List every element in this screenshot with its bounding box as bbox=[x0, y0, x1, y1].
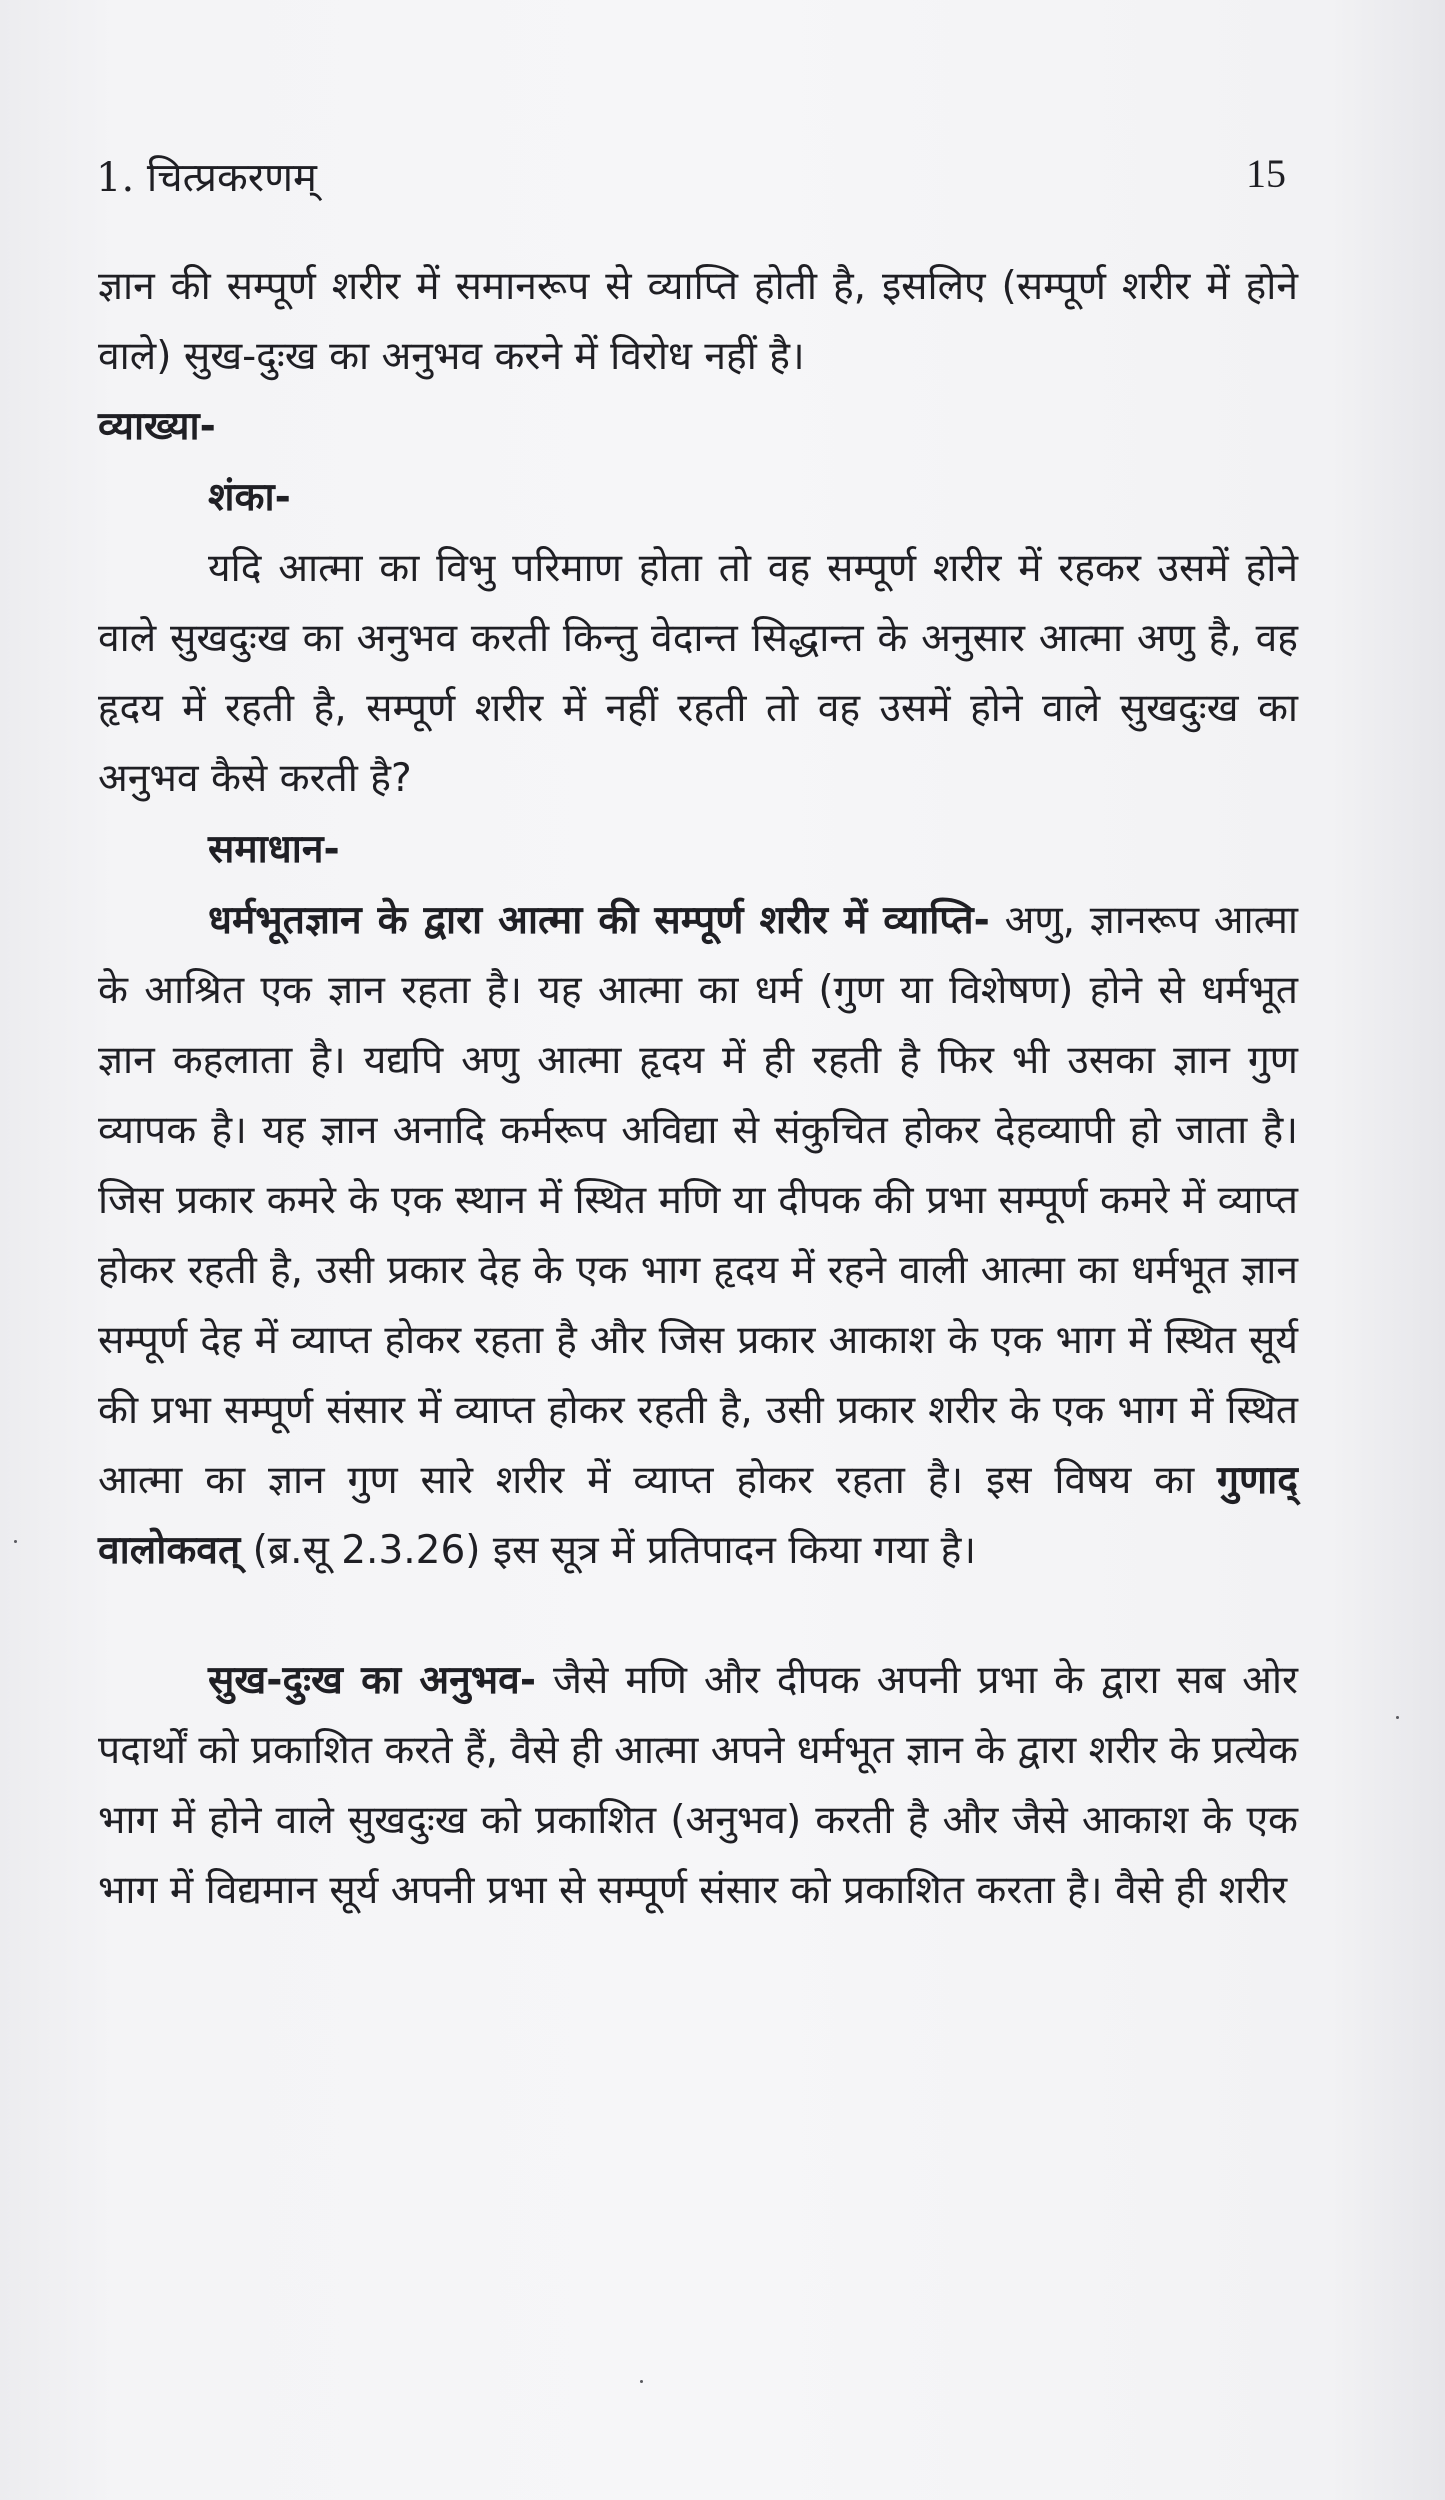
sukhdukh-lead: सुख-दुःख का अनुभव- bbox=[208, 1658, 537, 1703]
shanka-paragraph: यदि आत्मा का विभु परिमाण होता तो वह सम्पूर्ण शरीर में रहकर उसमें होने वाले सुखदुःख का अनुभव करती किन्तु वेदान्त सिद्धान्त के अनुसार आत्मा अणु है, वह हृदय में रहती है, सम्पूर्ण शरीर में नहीं रहती तो वह उसमें होने वाले सुखदुःख का अनुभव कैसे करती है? bbox=[98, 546, 1298, 801]
sutra-reference: (ब्र.सू 2.3.26) इस सूत्र में प्रतिपादन किया गया है। bbox=[240, 1528, 977, 1573]
sutra-name: गुणाद् वालोकवत् bbox=[98, 1458, 1298, 1573]
page-body bbox=[98, 252, 1298, 1926]
chapter-title: 1. चित्प्रकरणम् bbox=[96, 155, 317, 201]
samadhan-heading: समाधान- bbox=[208, 827, 340, 872]
sukhdukh-text: जैसे मणि और दीपक अपनी प्रभा के द्वारा सब ओर पदार्थों को प्रकाशित करते हैं, वैसे ही आत्मा अपने धर्मभूत ज्ञान के द्वारा शरीर के प्रत्येक भाग में होने वाले सुखदुःख को प्रकाशित (अनुभव) करती है और जैसे आकाश के एक भाग में विद्यमान सूर्य अपनी प्रभा से सम्पूर्ण संसार को प्रकाशित करता है। वैसे ही शरीर bbox=[98, 1658, 1298, 1913]
samadhan-text: अणु, ज्ञानरूप आत्मा के आश्रित एक ज्ञान रहता है। यह आत्मा का धर्म (गुण या विशेषण) होने से धर्मभूत ज्ञान कहलाता है। यद्यपि अणु आत्मा हृदय में ही रहती है फिर भी उसका ज्ञान गुण व्यापक है। यह ज्ञान अनादि कर्मरूप अविद्या से संकुचित होकर देहव्यापी हो जाता है। जिस प्रकार कमरे के एक स्थान में स्थित मणि या दीपक की प्रभा सम्पूर्ण कमरे में व्याप्त होकर रहती है, उसी प्रकार देह के एक भाग हृदय में रहने वाली आत्मा का धर्मभूत ज्ञान सम्पूर्ण देह में व्याप्त होकर रहता है और जिस प्रकार आकाश के एक भाग में स्थित सूर्य की प्रभा सम्पूर्ण संसार में व्याप्त होकर रहती है, उसी प्रकार शरीर के एक भाग में स्थित आत्मा का ज्ञान गुण सारे शरीर में व्याप्त होकर रहता है। इस विषय का bbox=[98, 898, 1298, 1503]
samadhan-lead: धर्मभूतज्ञान के द्वारा आत्मा की सम्पूर्ण शरीर में व्याप्ति- bbox=[208, 898, 990, 943]
paper-speck bbox=[640, 2380, 643, 2383]
samadhan-paragraph bbox=[98, 886, 1298, 1586]
intro-paragraph: ज्ञान की सम्पूर्ण शरीर में समानरूप से व्याप्ति होती है, इसलिए (सम्पूर्ण शरीर में होने वाले) सुख-दुःख का अनुभव करने में विरोध नहीं है। bbox=[98, 264, 1298, 379]
page-header bbox=[96, 140, 1286, 210]
sukhdukh-paragraph bbox=[98, 1646, 1298, 1926]
page-number: 15 bbox=[1246, 151, 1286, 196]
vyakhya-heading: व्याख्या- bbox=[98, 404, 216, 449]
paper-speck bbox=[1396, 1716, 1399, 1719]
shanka-heading: शंका- bbox=[208, 475, 291, 520]
paper-speck bbox=[14, 1540, 17, 1543]
